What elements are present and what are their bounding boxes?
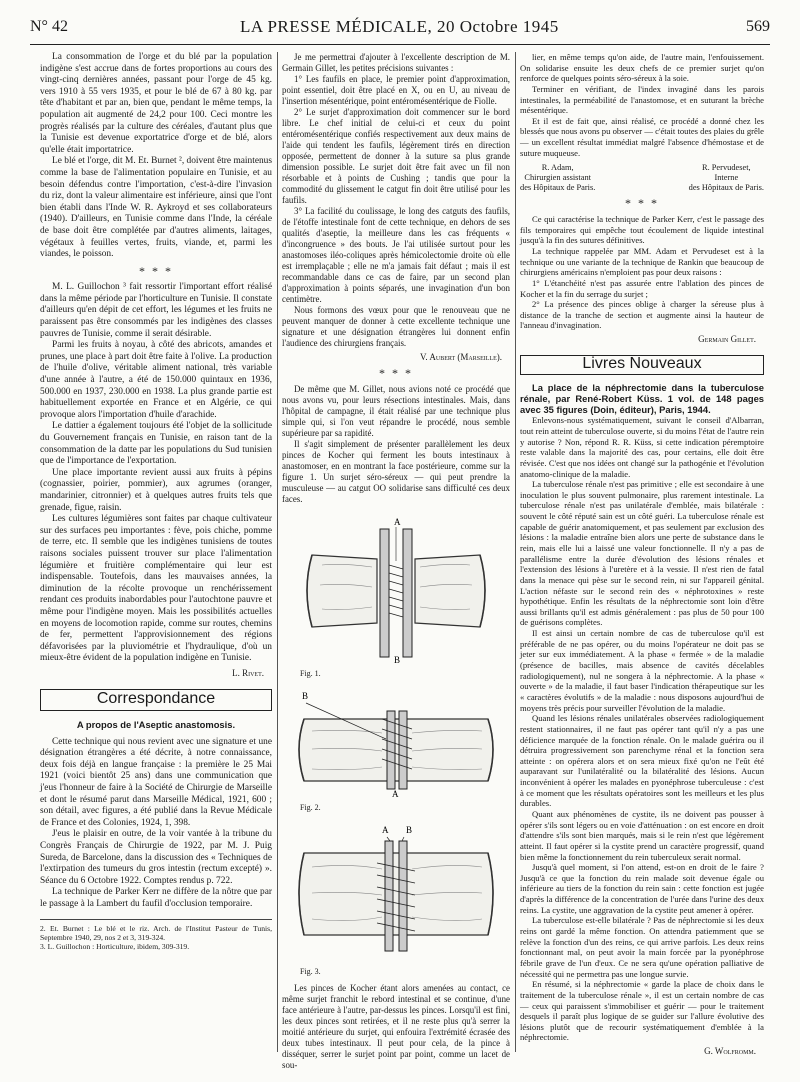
paragraph: 3° La facilité du coulissage, le long des catguts des faufils, de l'étoffe intestinale font de cette technique, en dehors de ses qualités d'aseptie, la meilleure dans les cas fréquents « d'incongruence » des bouts. Je l'ai utilisée surtout pour les anastomoses iléo-coliques après hémicolectomie droite où elle est irremplaçable ; elle ne m'a jamais fait défaut ; mais il est recommandable dans ce cas de faire, par un second plan d'approximation à points séparés, une invagination d'un bon centimètre. xyxy=(282,206,510,304)
article-body xyxy=(520,415,764,1043)
figure-3-illustration xyxy=(282,823,510,963)
paragraph: La tuberculose rénale n'est pas primitive ; elle est secondaire à une inoculation le plus souvent pulmonaire, plus rarement intestinale. La tuberculose rénale n'est pas unilatérale d'emblée, mais bilatérale : souvent le côté réputé sain est un côté guéri. La tuberculose rénale est capable de guérir anatomiquement, et pas seulement par exclusion des lésions : la maladie entraîne bien alors une perte de substance dans le rein, mais elle lui a laissé une valeur fonctionnelle. Il n'y a pas de parallélisme entre la durée d'évolution des lésions rénales et l'extension des lésions à l'uretère et à la vessie. Il n'est rien de fatal dans la menace qui pèse sur le second rein, ni sur l'appareil génital. L'action néfaste sur le second rein des « néphrotoxines » reste hypothétique. Enfin les résultats de la néphrectomie sont loin d'être aussi brillants qu'il est admis généralement : pas plus de 50 pour 100 de guérisons complètes. xyxy=(520,479,764,628)
signature-pervudeset xyxy=(689,163,764,193)
section-separator: * * * xyxy=(625,196,659,211)
figure-label-a: A xyxy=(392,789,399,799)
author-signature: Germain Gillet. xyxy=(698,334,756,345)
author-signatures xyxy=(520,163,764,193)
signature-adam xyxy=(520,163,595,193)
paragraph: Ce qui caractérise la technique de Parker Kerr, c'est le passage des fils temporaires qui empêche tout écoulement de liquide intestinal jusqu'à la fin des sutures définitives. xyxy=(520,214,764,246)
author-role: Interne xyxy=(714,173,739,183)
figure-1 xyxy=(282,515,510,679)
page-number: 569 xyxy=(746,18,770,35)
paragraph: Il est ainsi un certain nombre de cas de tuberculose qu'il est préférable de ne pas opérer, ou du moins l'opérateur ne doit pas se jeter sur eux immédiatement. A la phase « fermée » de la maladie (présence de bacilles, mais absence de cavités décelables radiologiquement), nul ne songera à la néphrectomie. A la phase « ouverte » de la maladie, il faut baser l'indication thérapeutique sur les « caractères évolutifs » de la maladie : nous disposons aujourd'hui de moyens très précis pour surveiller l'évolution de la maladie. xyxy=(520,628,764,713)
column-divider xyxy=(515,52,516,1052)
author-signature: L. Rivet. xyxy=(232,667,264,678)
article-body xyxy=(282,983,510,1071)
paragraph: Je me permettrai d'ajouter à l'excellente description de M. Germain Gillet, les petites précisions suivantes : xyxy=(282,52,510,73)
figure-label-b: B xyxy=(406,825,413,835)
article-subheading: A propos de l'Aseptic anastomosis. xyxy=(76,719,236,731)
column-1 xyxy=(40,52,272,951)
paragraph: La consommation de l'orge et du blé par la population indigène s'est accrue dans de fortes proportions au cours des vingt-cinq dernières années, passant pour l'orge de 45 kg. vers 1910 à 55 vers 1935, et pour le blé de 67 à 80 kg. par tête d'habitant et par an, bien que, pendant le même temps, la population ait augmenté de 24,2 pour 100. Ceci montre les progrès réalisés par la culture des céréales, d'autant plus que la Tunisie est devenue exportatrice d'orge et de blé, alors qu'elle était importatrice. xyxy=(40,52,272,155)
paragraph: 2° Le surjet d'approximation doit commencer sur le bord libre. Le chef initial de celui-ci et ceux du point entéromésentérique confiés respectivement aux deux mains de l'aide qui tendent les faufils, légèrement tirés en direction opposée, permettent de donner à la suture sa plus grande dimension possible. Le surjet doit être fait avec un fil non résorbable et à points de Cushing ; tandis que pour la commodité du glissement le catgut fin doit être utilisé pour les faufils. xyxy=(282,107,510,205)
figure-2 xyxy=(282,689,510,813)
paragraph: lier, en même temps qu'on aide, de l'autre main, l'enfouissement. On solidarise ensuite les deux chefs de ce premier surjet qu'on renforce de quelques points séro-séreux à la soie. xyxy=(520,52,764,84)
footnotes xyxy=(40,919,272,951)
paragraph: Enlevons-nous systématiquement, suivant le conseil d'Albarran, tout rein atteint de tuberculose ouverte, si du moins l'état de l'autre rein y autorise ? Non, répond R. R. Küss, si cette indication péremptoire reste valable dans la majorité des cas, pour certains, elle doit être révisée. C'est que nos idées ont changé sur la pathogénie et l'évolution anatomo-clinique de la maladie. xyxy=(520,415,764,479)
paragraph: M. L. Guillochon ³ fait ressortir l'important effort réalisé dans la même période par l'horticulture en Tunisie. Il constate d'ailleurs qu'en dépit de cet effort, les légumes et les fruits ne paraissent pas être consommés par les indigènes des classes pauvres de Tunisie, comme il serait désirable. xyxy=(40,282,272,339)
article-body xyxy=(282,52,510,349)
paragraph: Jusqu'à quel moment, si l'on attend, est-on en droit de le faire ? Jusqu'à ce que la fonction du rein malade soit devenue égale ou inférieure au tiers de la fonction du rein sain : cette fonction est jugée d'après la différence de la concentration de l'urée dans l'urine des deux reins. La cystite, une aggravation de la cystite peut amener à opérer. xyxy=(520,862,764,915)
book-reference: La place de la néphrectomie dans la tuberculose rénale, par René-Robert Küss. 1 vol. de 148 pages avec 35 figures (Doin, éditeur), Paris, 1944. xyxy=(520,382,764,415)
paragraph: Les cultures légumières sont faites par chaque cultivateur sur des surfaces peu importantes : fève, pois chiche, pomme de terre, etc. Il semble que les indigènes tunisiens de toutes raisons sociales puissent trouver sur place l'alimentation légumière et fruitière complémentaire qui leur est indispensable. Toutefois, dans les mauvaises années, la diminution de la récolte provoque un renchérissement rendant ces produits inabordables pour l'autochtone pauvre et même pour l'indigène moyen. Mais les possibilités actuelles en moyens de locomotion rapide, comme sur routes, chemins de fer, permettent l'approvisionnement des régions défavorisées par la pluviométrie et l'hydraulique, d'où un mieux-être évident de la population indigène en Tunisie. xyxy=(40,514,272,664)
paragraph: Cette technique qui nous revient avec une signature et une désignation étrangères a été décrite, à notre connaissance, deux fois déjà en langue française : la première le 25 Mai 1921 (voici bientôt 25 ans) dans une communication que j'eus l'honneur de faire à la Société de Chirurgie de Marseille et dont le résumé parut dans Marseille Médical, 1921, 600 ; son détail, avec figures, a été publié dans la Revue Médicale de France et des Colonies, 1924, 1, 398. xyxy=(40,736,272,828)
figure-label-a: A xyxy=(394,517,401,527)
article-body xyxy=(40,282,272,665)
paragraph: 1° Les faufils en place, le premier point d'approximation, point essentiel, doit être placé en X, ou en U, au niveau de l'insertion mésentérique, point entéromésentérique de Fiolle. xyxy=(282,74,510,106)
paragraph: Les pinces de Kocher étant alors amenées au contact, ce même surjet franchit le rebord intestinal et se continue, d'une face antérieure à l'autre, par-dessus les pinces. Lorsqu'il est fini, les deux pinces sont retirées, et il ne reste plus qu'à serrer la moitié antérieure du surjet, qui enfouira l'extrémité écrasée des deux tubes intestinaux. Il peut pour cela, de la pince à disséquer, serrer le surjet point par point, comme un lacet de sou- xyxy=(282,983,510,1070)
paragraph: Le blé et l'orge, dit M. Et. Burnet ², doivent être maintenus comme la base de l'alimentation populaire en Tunisie, et au besoin défendus contre l'importation, c'est-à-dire l'invasion du riz, dont la valeur alimentaire est inférieure, ainsi que l'ont bien établi dans l'Inde W. R. Aykroyd et ses collaborateurs (1940). D'ailleurs, en Tunisie comme dans l'Inde, la céréale de base doit être complétée par d'autres aliments, laitages, végétaux à feuilles vertes, fruits, viande, et, parmi les viandes, le poisson. xyxy=(40,156,272,260)
paragraph: J'eus le plaisir en outre, de la voir vantée à la tribune du Congrès Français de Chirurgie de 1922, par M. J. Puig Sureda, de Barcelone, dans la discussion des « Techniques de l'extirpation des tumeurs du gros intestin (rectum excepté) ». Séance du 6 Octobre 1922. Comptes rendus p. 722. xyxy=(40,829,272,886)
page-header xyxy=(30,14,770,45)
issue-number: N° 42 xyxy=(30,18,68,35)
author-signature: G. Wolfromm. xyxy=(704,1046,756,1057)
figure-3 xyxy=(282,823,510,977)
paragraph: 1° L'étanchéité n'est pas assurée entre l'ablation des pinces de Kocher et la fin du serrage du surjet ; xyxy=(520,277,764,299)
paragraph: Quant aux phénomènes de cystite, ils ne doivent pas pousser à opérer s'ils sont légers ou en voie d'atténuation : on est encore en droit d'attendre s'ils sont bien marqués, mais si le rein n'est que légèrement atteint. Il faut opérer si la cystite prend un caractère progressif, quand bien même la fonctionnement du rein tuberculeux serait normal. xyxy=(520,809,764,862)
footnote: 2. Et. Burnet : Le blé et le riz. Arch. de l'Institut Pasteur de Tunis, Septembre 1940, 29, nos 2 et 3, 319-324. xyxy=(40,923,272,942)
footnote: 3. L. Guillochon : Horticulture, ibidem, 309-319. xyxy=(40,941,190,951)
column-3 xyxy=(520,52,764,1061)
figure-1-illustration xyxy=(282,515,510,665)
paragraph: Et il est de fait que, ainsi réalisé, ce procédé a donné chez les blessés que nous avons pu observer — c'était toutes des plaies du grêle — un excellent résultat immédiat malgré l'absence d'hémostase et de suture muqueuse. xyxy=(520,115,764,158)
paragraph: La tuberculose est-elle bilatérale ? Pas de néphrectomie si les deux reins ont gardé la même fonction. On attendra patiemment que se relève la fonction d'un des reins, ce qui arrive parfois. Les deux reins fonctionnant mal, on peut avoir la main forcée par la pyonéphrose fébrile grave de l'un d'eux. Ce ne sera qu'une opération palliative de nécessité qui ne permettra pas une longue survie. xyxy=(520,915,764,979)
author-affiliation: des Hôpitaux de Paris. xyxy=(520,183,596,193)
paragraph: Une place importante revient aussi aux fruits à pépins (cognassier, poirier, pommier), aux agrumes (oranger, mandarinier, citronnier) et à quelques autres fruits tels que grenade, figue, raisin. xyxy=(40,467,272,513)
paragraph: Le dattier a également toujours été l'objet de la sollicitude du Gouvernement français en Tunisie, en raison tant de la consommation de la datte par les populations du Sud tunisien que de l'importance de l'exportation. xyxy=(40,421,272,467)
section-title: Correspondance xyxy=(40,689,272,711)
figure-caption: Fig. 2. xyxy=(300,803,321,812)
figure-2-illustration xyxy=(282,689,510,799)
figure-label-b: B xyxy=(394,655,401,665)
article-body xyxy=(40,737,272,911)
paragraph: La technique rappelée par MM. Adam et Pervudeset est à la technique ou une variante de la technique de Rankin que beaucoup de chirurgiens américains n'emploient pas pour deux raisons : xyxy=(520,245,764,278)
paragraph: La technique de Parker Kerr ne diffère de la nôtre que par le passage à la Lambert du faufil d'occlusion temporaire. xyxy=(40,887,272,909)
author-name: R. Adam, xyxy=(541,163,574,173)
paragraph: Quand les lésions rénales unilatérales observées radiologiquement restent stationnaires, il ne faut pas opérer tant qu'il n'y a pas une déficience marquée de la fonction rénale. On le malade guérira ou il détruira progressivement son parenchyme rénal et la fonction sera atteinte : on opérera alors et on sera mieux fixé qu'on ne l'eût été auparavant sur l'unilatéralité ou la bilatéralité des lésions. Aucun inconvénient à opérer les malades en pyonéphrose tuberculeuse : c'est à ce moment que les résultats opératoires sont les meilleurs et les plus durables. xyxy=(520,713,764,809)
article-body xyxy=(520,214,764,331)
section-separator: * * * xyxy=(379,366,413,380)
author-signature: V. Aubert (Marseille). xyxy=(420,352,502,362)
author-name: R. Pervudeset, xyxy=(702,163,751,173)
figure-caption: Fig. 1. xyxy=(300,669,321,678)
journal-title: LA PRESSE MÉDICALE, 20 Octobre 1945 xyxy=(240,17,559,36)
paragraph: Il s'agit simplement de présenter parallèlement les deux pinces de Kocher qui ferment les bouts intestinaux à anastomoser, en en montrant la face postérieure, comme sur la figure 1. Un surjet séro-séreux — qui peut prendre la musculeuse — au catgut OO solidarise sans difficulté ces deux faces. xyxy=(282,439,510,504)
figure-caption: Fig. 3. xyxy=(300,967,321,976)
article-body xyxy=(40,52,272,261)
section-title: Livres Nouveaux xyxy=(520,355,764,376)
paragraph: 2° La présence des pinces oblige à charger la séreuse plus à distance de la tranche de section et augmente ainsi la hauteur de l'anneau d'invagination. xyxy=(520,299,764,331)
section-separator: * * * xyxy=(139,263,173,278)
paragraph: En résumé, si la néphrectomie « garde la place de choix dans le traitement de la tuberculose rénale », il est un certain nombre de cas — ceux qui paraissent s'immobiliser et guérir — pour le traitement desquels il paraît plus logique de se guider sur l'allure évolutive des lésions plutôt que de recourir systématiquement d'emblée à la néphrectomie. xyxy=(520,979,764,1043)
paragraph: Terminer en vérifiant, de l'index invaginé dans les parois intestinales, la perméabilité de l'anastomose, et en suturant la brèche mésentérique. xyxy=(520,83,764,116)
author-affiliation: des Hôpitaux de Paris. xyxy=(688,183,764,193)
column-2 xyxy=(282,52,510,1071)
paragraph: Parmi les fruits à noyau, à côté des abricots, amandes et prunes, une place à part doit être faite à l'olive. La production de l'huile d'olive, véritable aliment national, très variable d'une année à l'autre, a été de 150.000 quintaux en 1936, 500.000 en 1937, 230.000 en 1938. La plus grande partie est habituellement exportée en France et en Algérie, ce qui provoque alors l'importation d'huile d'arachide. xyxy=(40,340,272,420)
column-divider xyxy=(277,52,278,1052)
author-role: Chirurgien assistant xyxy=(524,173,591,183)
figure-label-b: B xyxy=(302,691,309,701)
paragraph: Nous formons des vœux pour que le renouveau que ne peuvent manquer de donner à cette excellente technique une signature et une désignation étrangères lui donnent enfin l'audience des chirurgiens français. xyxy=(282,305,510,348)
article-body xyxy=(282,384,510,505)
article-body xyxy=(520,52,764,158)
figure-label-a: A xyxy=(382,825,389,835)
paragraph: De même que M. Gillet, nous avions noté ce procédé que nous avons vu, pour leurs résections intestinales. Mais, dans l'hôpital de campagne, il était réalisé par une technique plus simple qui, si l'on veut répandre le procédé, nous semble supérieure par sa rapidité. xyxy=(282,384,510,438)
